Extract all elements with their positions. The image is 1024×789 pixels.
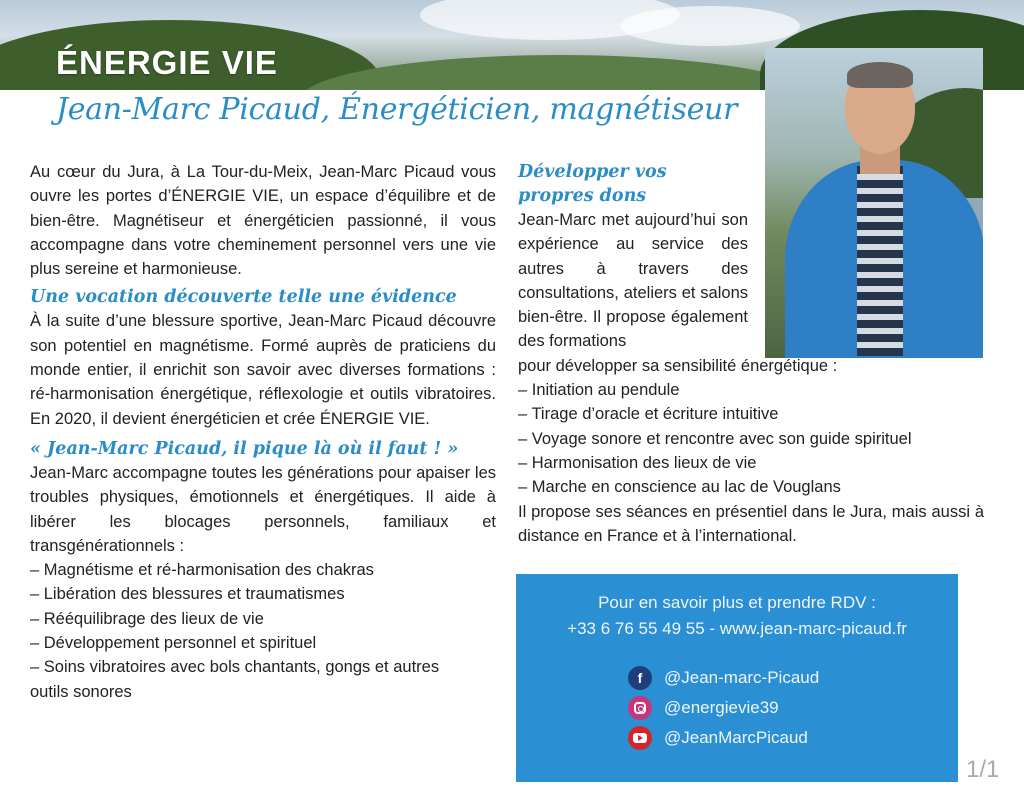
instagram-icon [628,696,652,720]
article-subtitle: Jean-Marc Picaud, Énergéticien, magnétiseur [56,92,738,127]
facebook-icon: f [628,666,652,690]
list-item: – Tirage d’oracle et écriture intuitive [518,405,779,424]
section-heading-quote: « Jean-Marc Picaud, il pique là où il faut ! » [30,438,459,459]
youtube-icon [628,726,652,750]
list-item: – Marche en conscience au lac de Vouglans [518,478,841,497]
list-item-continuation: outils sonores [30,682,132,701]
banner-title: ÉNERGIE VIE [56,44,278,81]
list-item: – Magnétisme et ré-harmonisation des chakras [30,561,374,580]
right-column [518,160,984,548]
list-item: – Voyage sonore et rencontre avec son guide spirituel [518,429,912,448]
section-heading-dons: Développer vos propres dons [518,162,667,206]
list-item: – Rééquilibrage des lieux de vie [30,609,264,628]
vocation-paragraph: À la suite d’une blessure sportive, Jean-Marc Picaud découvre son potentiel en magnétisme. Formé auprès de praticiens du monde entier, il enrichit son savoir avec diverses formations : ré-harmonisation énergétique, réflexologie et outils vibratoires. En 2020, il devient énergéticien et crée ÉNERGIE VIE. [30,312,496,428]
youtube-link[interactable] [628,726,928,750]
cloud-shape [620,6,800,46]
instagram-link[interactable] [628,696,928,720]
photo-hair [847,62,913,88]
contact-box [516,574,958,782]
list-item: – Harmonisation des lieux de vie [518,453,757,472]
facebook-link[interactable] [628,666,928,690]
contact-phone-website[interactable]: +33 6 76 55 49 55 - www.jean-marc-picaud.fr [567,619,907,638]
closing-paragraph: Il propose ses séances en présentiel dans le Jura, mais aussi à distance en France et à l’international. [518,502,984,545]
list-item: – Développement personnel et spirituel [30,634,317,653]
contact-intro: Pour en savoir plus et prendre RDV : [598,593,876,612]
list-item: – Initiation au pendule [518,381,680,400]
services-paragraph: Jean-Marc accompagne toutes les générations pour apaiser les troubles physiques, émotionnels et énergétiques. Il aide à libérer les blocages personnels, familiaux et transgénérationnels : [30,463,496,555]
list-item: – Soins vibratoires avec bols chantants, gongs et autres [30,658,440,677]
services-list [30,558,496,704]
left-column [30,160,496,704]
formations-list [518,378,984,499]
list-item: – Libération des blessures et traumatismes [30,585,345,604]
instagram-handle: @energievie39 [664,698,779,717]
youtube-handle: @JeanMarcPicaud [664,728,808,747]
section-heading-vocation: Une vocation découverte telle une évidence [30,287,457,308]
dons-paragraph-continuation: pour développer sa sensibilité énergétique : [518,356,838,375]
page-counter: 1/1 [966,756,1000,783]
dons-paragraph: Jean-Marc met aujourd’hui son expérience au service des autres à travers des consultations, ateliers et salons bien-être. Il propose également des formations [518,211,748,351]
facebook-handle: @Jean-marc-Picaud [664,668,820,687]
hill-shape [300,55,820,90]
intro-paragraph: Au cœur du Jura, à La Tour-du-Meix, Jean-Marc Picaud vous ouvre les portes d’ÉNERGIE VIE, un espace d’équilibre et de bien-être. Magnétiseur et énergéticien passionné, il vous accompagne dans votre cheminement personnel vers une vie plus sereine et harmonieuse. [30,163,496,279]
